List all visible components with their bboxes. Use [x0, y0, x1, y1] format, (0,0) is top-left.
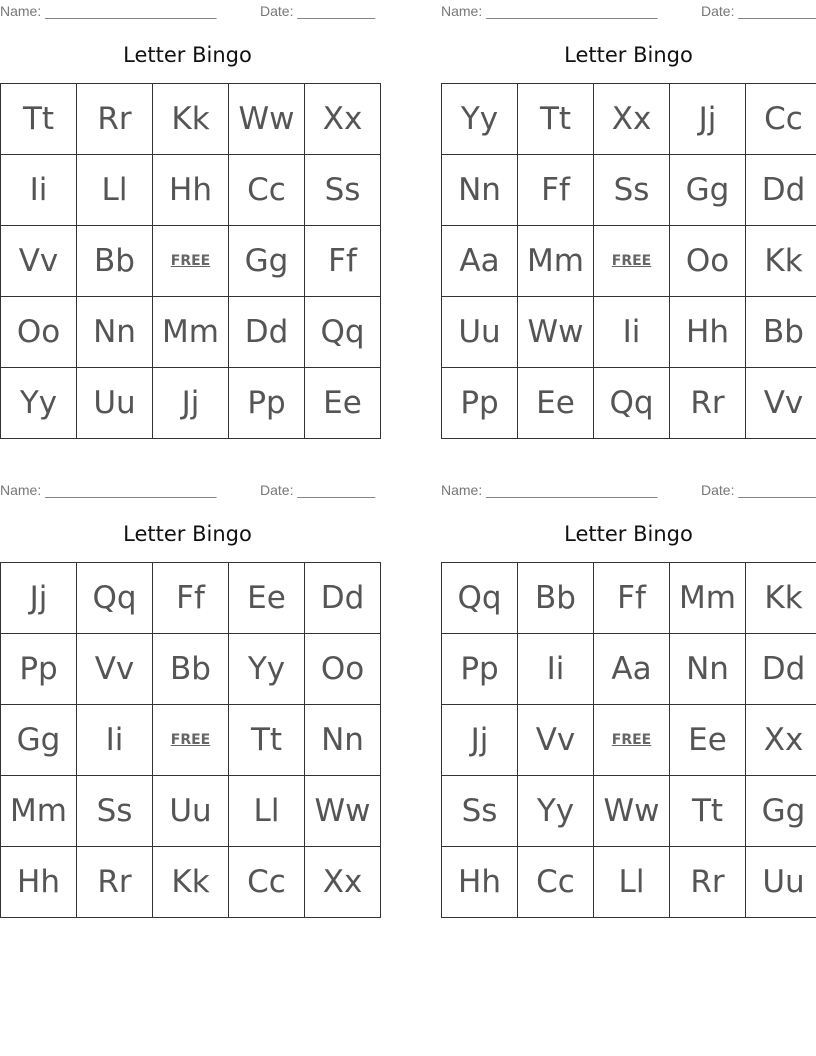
bingo-cell: Ll — [77, 155, 153, 226]
bingo-cell: Ff — [305, 226, 381, 297]
bingo-cell: Gg — [670, 155, 746, 226]
card-title: Letter Bingo — [123, 522, 252, 546]
bingo-cell: Cc — [229, 155, 305, 226]
bingo-cell: Xx — [594, 84, 670, 155]
bingo-cell: Mm — [1, 776, 77, 847]
bingo-cell: Jj — [153, 368, 229, 439]
bingo-cell: Aa — [594, 634, 670, 705]
bingo-cell: Oo — [670, 226, 746, 297]
bingo-cell: Hh — [670, 297, 746, 368]
bingo-cell: Gg — [746, 776, 816, 847]
bingo-cell: Bb — [746, 297, 816, 368]
bingo-cell: Ii — [1, 155, 77, 226]
bingo-cell: Ff — [594, 563, 670, 634]
bingo-cell: Uu — [77, 368, 153, 439]
bingo-cell: Ee — [229, 563, 305, 634]
bingo-cell: Tt — [229, 705, 305, 776]
bingo-grid — [441, 83, 816, 439]
bingo-cell: Qq — [594, 368, 670, 439]
bingo-cell: Yy — [442, 84, 518, 155]
bingo-grid — [0, 562, 381, 918]
bingo-cell: Cc — [746, 84, 816, 155]
bingo-cell: Uu — [153, 776, 229, 847]
bingo-cell: Vv — [77, 634, 153, 705]
bingo-cell: Bb — [153, 634, 229, 705]
bingo-cell: Kk — [746, 226, 816, 297]
card-title: Letter Bingo — [564, 522, 693, 546]
bingo-cell: Yy — [229, 634, 305, 705]
bingo-cell: Bb — [77, 226, 153, 297]
bingo-cell: Mm — [153, 297, 229, 368]
free-cell: FREE — [153, 705, 229, 776]
bingo-cell: Hh — [153, 155, 229, 226]
bingo-cell: Ww — [594, 776, 670, 847]
bingo-cell: Dd — [746, 155, 816, 226]
bingo-cell: Ii — [518, 634, 594, 705]
bingo-cell: Vv — [1, 226, 77, 297]
bingo-cell: Ii — [77, 705, 153, 776]
date-line: Date: __________ — [260, 3, 376, 19]
free-cell: FREE — [153, 226, 229, 297]
bingo-cell: Ff — [153, 563, 229, 634]
bingo-cell: Ee — [305, 368, 381, 439]
bingo-cell: Pp — [1, 634, 77, 705]
bingo-cell: Qq — [442, 563, 518, 634]
bingo-cell: Rr — [670, 847, 746, 918]
bingo-cell: Xx — [305, 84, 381, 155]
card-header — [441, 0, 816, 20]
bingo-cell: Yy — [518, 776, 594, 847]
bingo-cell: Tt — [518, 84, 594, 155]
name-line: Name: ______________________ — [0, 482, 217, 498]
free-cell: FREE — [594, 705, 670, 776]
bingo-cell: Pp — [442, 368, 518, 439]
bingo-cell: Uu — [746, 847, 816, 918]
bingo-cell: Hh — [1, 847, 77, 918]
bingo-cell: Yy — [1, 368, 77, 439]
card-title: Letter Bingo — [123, 43, 252, 67]
bingo-cell: Jj — [442, 705, 518, 776]
bingo-cell: Ff — [518, 155, 594, 226]
bingo-cell: Rr — [77, 847, 153, 918]
card-title: Letter Bingo — [564, 43, 693, 67]
bingo-cell: Kk — [153, 84, 229, 155]
bingo-cell: Ss — [594, 155, 670, 226]
bingo-cell: Dd — [305, 563, 381, 634]
date-line: Date: __________ — [701, 3, 816, 19]
bingo-cell: Ii — [594, 297, 670, 368]
bingo-cell: Rr — [670, 368, 746, 439]
bingo-cell: Xx — [305, 847, 381, 918]
bingo-cell: Ss — [305, 155, 381, 226]
bingo-cell: Bb — [518, 563, 594, 634]
name-line: Name: ______________________ — [441, 3, 658, 19]
bingo-cell: Rr — [77, 84, 153, 155]
bingo-cell: Kk — [746, 563, 816, 634]
name-line: Name: ______________________ — [0, 3, 217, 19]
card-header — [0, 0, 375, 20]
bingo-cell: Jj — [670, 84, 746, 155]
bingo-cell: Mm — [518, 226, 594, 297]
bingo-cell: Xx — [746, 705, 816, 776]
bingo-cell: Ss — [442, 776, 518, 847]
bingo-cell: Uu — [442, 297, 518, 368]
bingo-cell: Tt — [1, 84, 77, 155]
bingo-cell: Dd — [746, 634, 816, 705]
bingo-cell: Jj — [1, 563, 77, 634]
bingo-cell: Gg — [1, 705, 77, 776]
bingo-cell: Tt — [670, 776, 746, 847]
bingo-cell: Nn — [442, 155, 518, 226]
name-line: Name: ______________________ — [441, 482, 658, 498]
bingo-cell: Oo — [305, 634, 381, 705]
bingo-cell: Vv — [518, 705, 594, 776]
bingo-grid — [441, 562, 816, 918]
bingo-cell: Mm — [670, 563, 746, 634]
bingo-cell: Qq — [305, 297, 381, 368]
bingo-cell: Dd — [229, 297, 305, 368]
bingo-cell: Ll — [229, 776, 305, 847]
bingo-cell: Ww — [305, 776, 381, 847]
date-line: Date: __________ — [260, 482, 376, 498]
bingo-cell: Oo — [1, 297, 77, 368]
bingo-cell: Aa — [442, 226, 518, 297]
bingo-cell: Ll — [594, 847, 670, 918]
bingo-cell: Nn — [670, 634, 746, 705]
bingo-cell: Nn — [77, 297, 153, 368]
bingo-cell: Nn — [305, 705, 381, 776]
bingo-cell: Vv — [746, 368, 816, 439]
date-line: Date: __________ — [701, 482, 816, 498]
bingo-grid — [0, 83, 381, 439]
bingo-cell: Ee — [670, 705, 746, 776]
free-cell: FREE — [594, 226, 670, 297]
bingo-cell: Ss — [77, 776, 153, 847]
bingo-cell: Gg — [229, 226, 305, 297]
bingo-cell: Ee — [518, 368, 594, 439]
card-header — [441, 479, 816, 499]
bingo-cell: Ww — [229, 84, 305, 155]
bingo-cell: Kk — [153, 847, 229, 918]
bingo-cell: Cc — [518, 847, 594, 918]
bingo-cell: Pp — [442, 634, 518, 705]
card-header — [0, 479, 375, 499]
bingo-cell: Hh — [442, 847, 518, 918]
bingo-cell: Pp — [229, 368, 305, 439]
bingo-cell: Ww — [518, 297, 594, 368]
bingo-cell: Qq — [77, 563, 153, 634]
bingo-cell: Cc — [229, 847, 305, 918]
